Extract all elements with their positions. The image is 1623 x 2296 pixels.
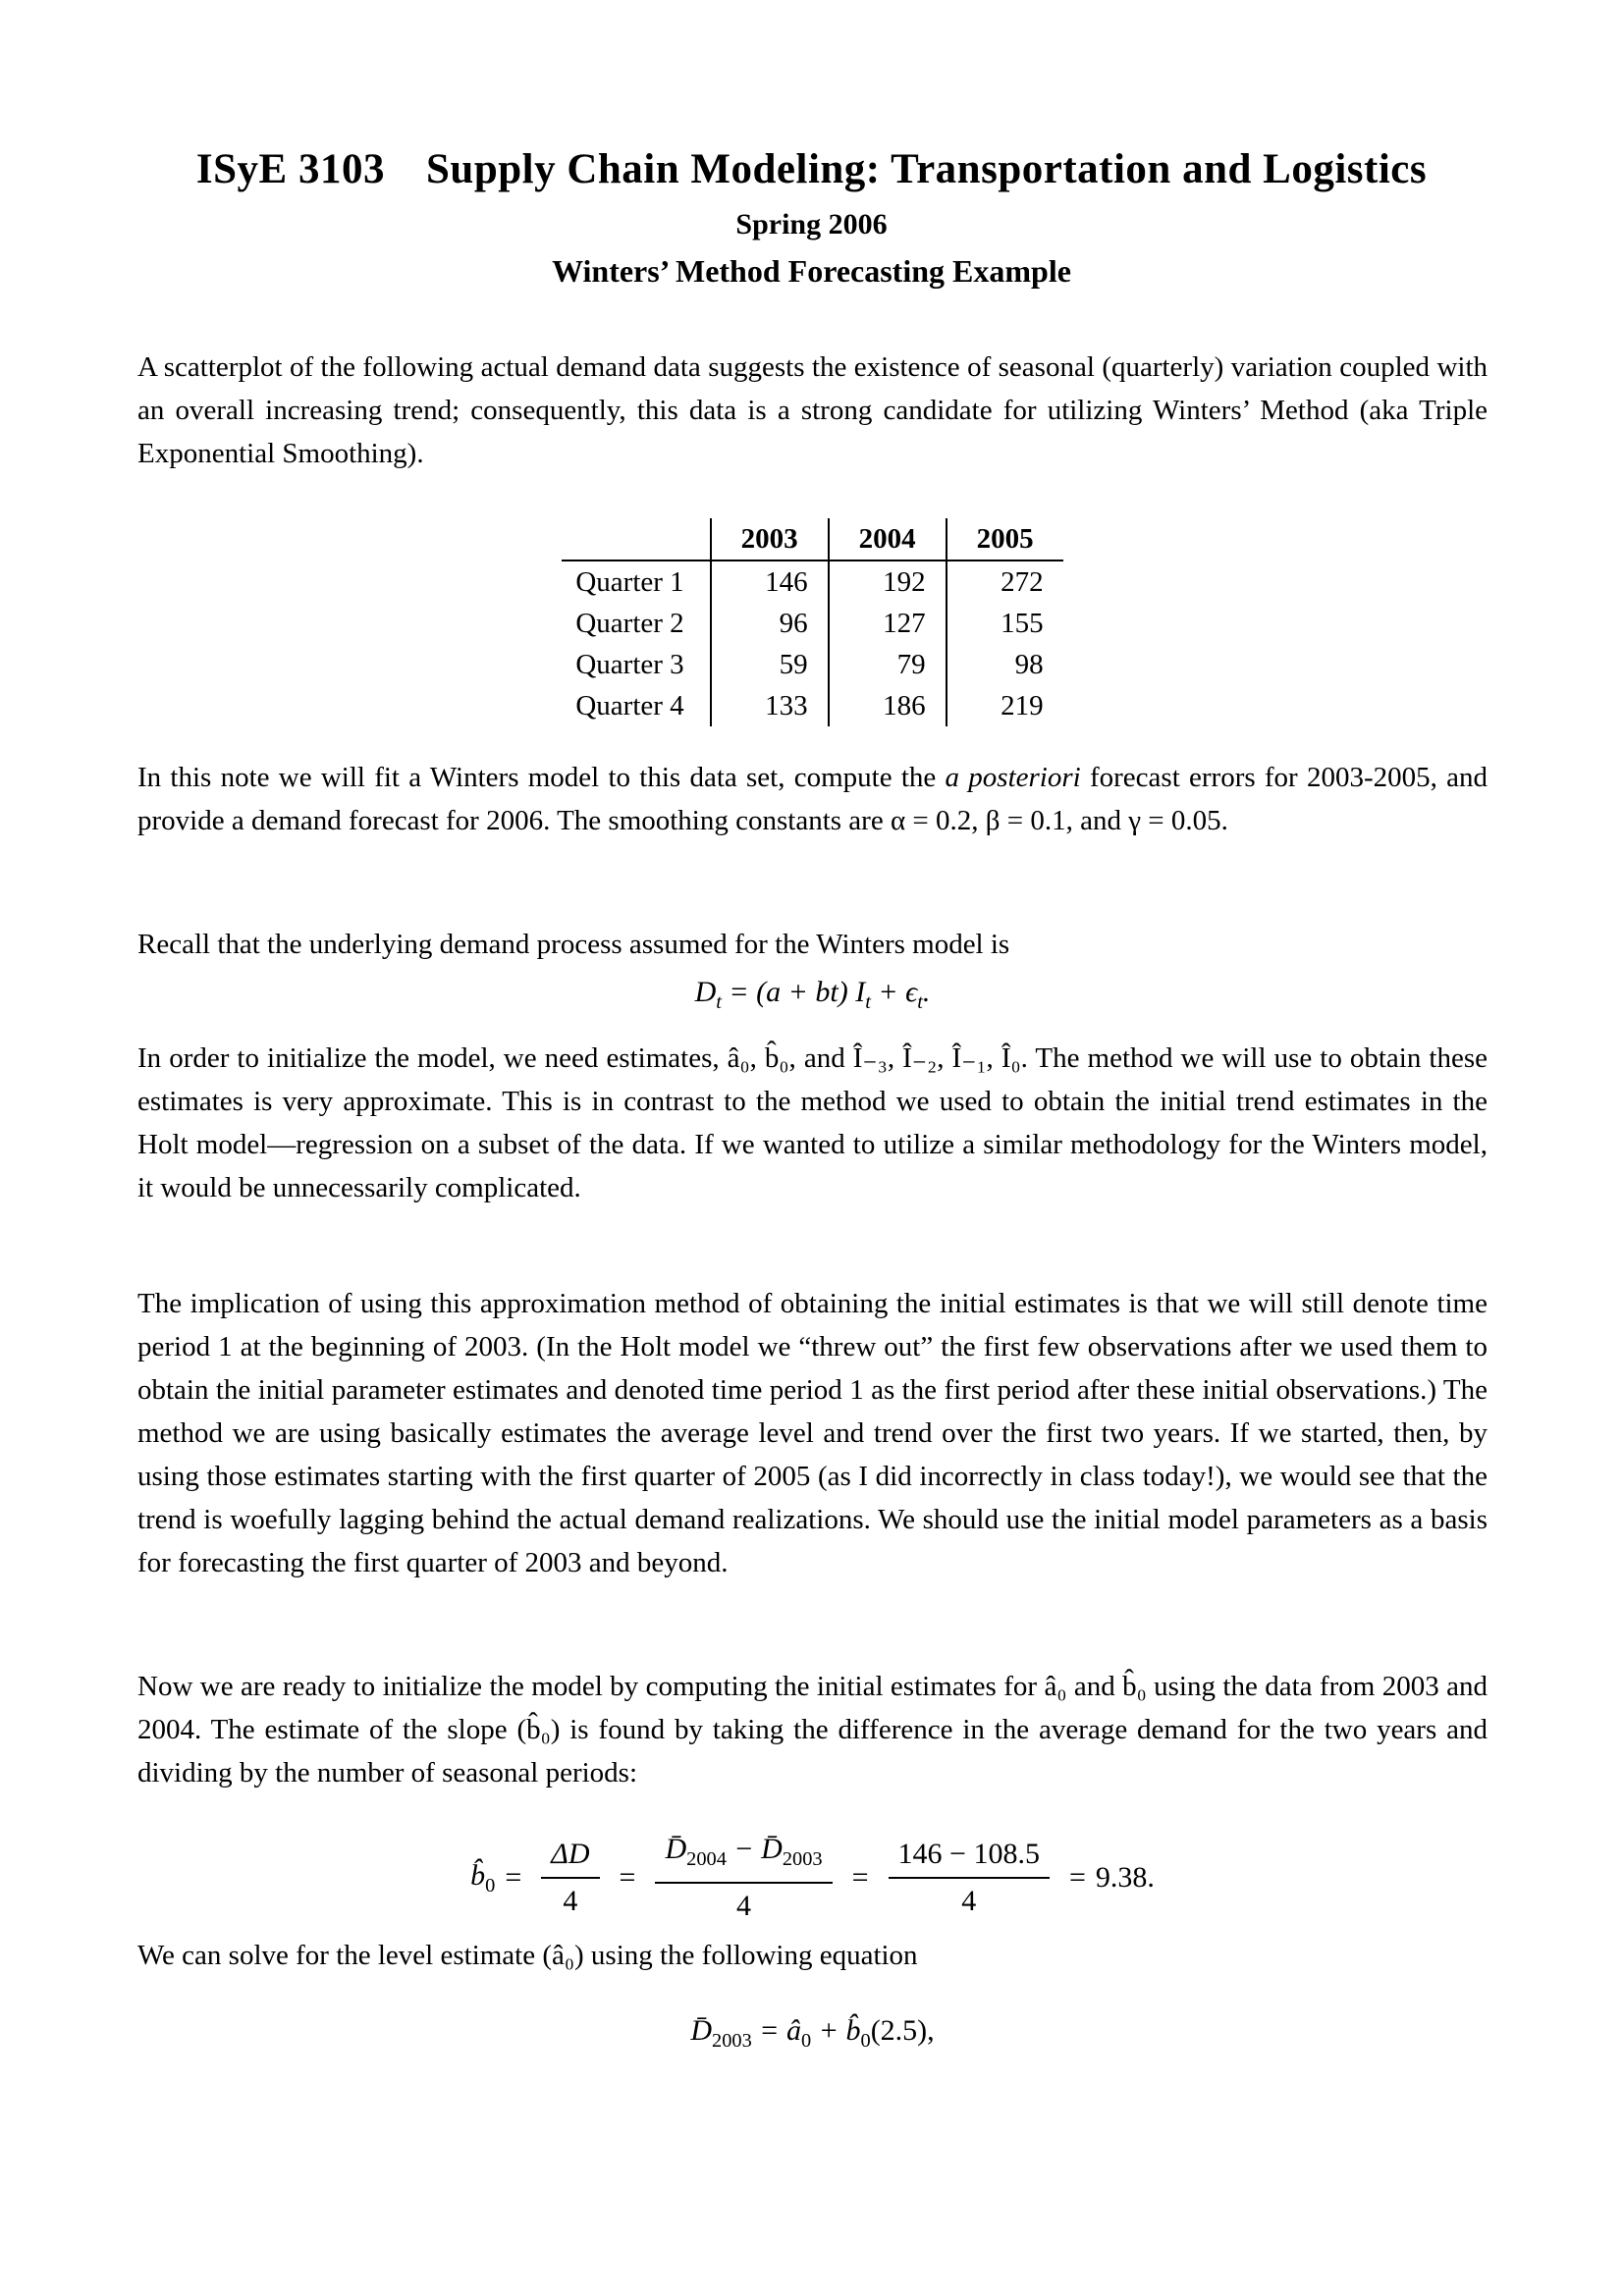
- row-label: Quarter 2: [575, 608, 684, 639]
- year-header-2003: 2003: [711, 518, 829, 561]
- demand-value: 192: [829, 561, 947, 603]
- demand-value: 59: [711, 644, 829, 685]
- year-header-2005: 2005: [947, 518, 1063, 561]
- demand-value: 96: [711, 603, 829, 644]
- row-label: Quarter 4: [575, 690, 684, 721]
- demand-value: 272: [947, 561, 1063, 603]
- equals-sign: =: [851, 1861, 869, 1894]
- paragraph-fit-note: [137, 756, 1488, 842]
- table-row-q1: [562, 561, 1062, 603]
- equation-slope-estimate: [137, 1832, 1488, 1924]
- demand-value: 98: [947, 644, 1063, 685]
- paragraph-recall: Recall that the underlying demand process assumed for the Winters model is: [137, 929, 1010, 960]
- slope-result: 9.38.: [1095, 1861, 1155, 1894]
- fraction-avg-demand: $\frac{D̄_{2004} - D̄_{2003}}{4}$: [655, 1832, 832, 1924]
- demand-value: 127: [829, 603, 947, 644]
- level-equation-body: $D̄_{2003}$ = $â_0$ + $b̂_0(2.5)$,: [690, 2014, 935, 2052]
- slope-lhs: $b̂_0$: [470, 1858, 496, 1896]
- fit-note-part2: forecast errors for 2003-2005, and provide a demand forecast for 2006. The smoothing constants are α = 0.2, β = 0.1, and γ = 0.05.: [137, 762, 1488, 836]
- paragraph-initial-estimates: Now we are ready to initialize the model by computing the initial estimates for â₀ and b̂₀ using the data from 2003 and 2004. The estimate of the slope (b̂₀) is found by taking the difference in the average demand for the two years and dividing by the number of seasonal periods:: [137, 1671, 1488, 1789]
- row-label: Quarter 3: [575, 649, 684, 680]
- demand-value: 133: [711, 685, 829, 726]
- fraction-delta-d: $\frac{\Delta D}{4}$: [541, 1837, 599, 1919]
- paragraph-implication: The implication of using this approximation method of obtaining the initial estimates is that we will still denote time period 1 at the beginning of 2003. (In the Holt model we “threw out” the first few observations after we used them to obtain the initial parameter estimates and denoted time period 1 as the first period after these initial observations.) The method we are using basically estimates the average level and trend over the first two years. If we started, then, by using those estimates starting with the first quarter of 2005 (as I did incorrectly in class today!), we would see that the trend is woefully lagging behind the actual demand realizations. We should use the initial model parameters as a basis for forecasting the first quarter of 2003 and beyond.: [137, 1288, 1488, 1578]
- row-label: Quarter 1: [575, 566, 684, 598]
- a-posteriori-italic: a posteriori: [945, 762, 1081, 793]
- fit-note-part1: In this note we will fit a Winters model to this data set, compute the: [137, 762, 946, 793]
- year-header-2004: 2004: [829, 518, 947, 561]
- equation-level-estimate: [137, 2014, 1488, 2053]
- course-name: Supply Chain Modeling: Transportation and Logistics: [425, 146, 1428, 192]
- demand-value: 219: [947, 685, 1063, 726]
- fraction-numeric: $\frac{146 - 108.5}{4}$: [889, 1837, 1050, 1919]
- table-row-q3: [562, 644, 1062, 685]
- page-title: [0, 145, 1623, 193]
- course-code: ISyE 3103: [195, 146, 385, 192]
- term-subtitle: Spring 2006: [735, 208, 888, 240]
- equals-sign: =: [505, 1861, 522, 1894]
- demand-value: 79: [829, 644, 947, 685]
- demand-value: 146: [711, 561, 829, 603]
- paragraph-initialization: In order to initialize the model, we need estimates, â₀, b̂₀, and Î₋₃, Î₋₂, Î₋₁, Î₀. The method we will use to obtain these estimates is very approximate. This is in contrast to the method we used to obtain the initial trend estimates in the Holt model—regression on a subset of the data. If we wanted to utilize a similar methodology for the Winters model, it would be unnecessarily complicated.: [137, 1042, 1488, 1203]
- demand-table: [562, 518, 1062, 726]
- doc-title: Winters’ Method Forecasting Example: [552, 253, 1071, 289]
- table-header-row: [562, 518, 1062, 561]
- equals-sign: =: [1068, 1861, 1086, 1894]
- eq-demand-lhs: $D_t = (a + bt) I_t + \epsilon_t$.: [694, 976, 931, 1013]
- intro-paragraph: A scatterplot of the following actual demand data suggests the existence of seasonal (quarterly) variation coupled with an overall increasing trend; consequently, this data is a strong candidate for utilizing Winters’ Method (aka Triple Exponential Smoothing).: [137, 351, 1488, 469]
- demand-value: 186: [829, 685, 947, 726]
- demand-value: 155: [947, 603, 1063, 644]
- table-row-q2: [562, 603, 1062, 644]
- table-row-q4: [562, 685, 1062, 726]
- empty-header-cell: [562, 518, 710, 561]
- equals-sign: =: [619, 1861, 636, 1894]
- equation-demand-model: [137, 976, 1488, 1014]
- paragraph-level-solve: We can solve for the level estimate (â₀) using the following equation: [137, 1940, 918, 1971]
- demand-table-container: [137, 518, 1488, 726]
